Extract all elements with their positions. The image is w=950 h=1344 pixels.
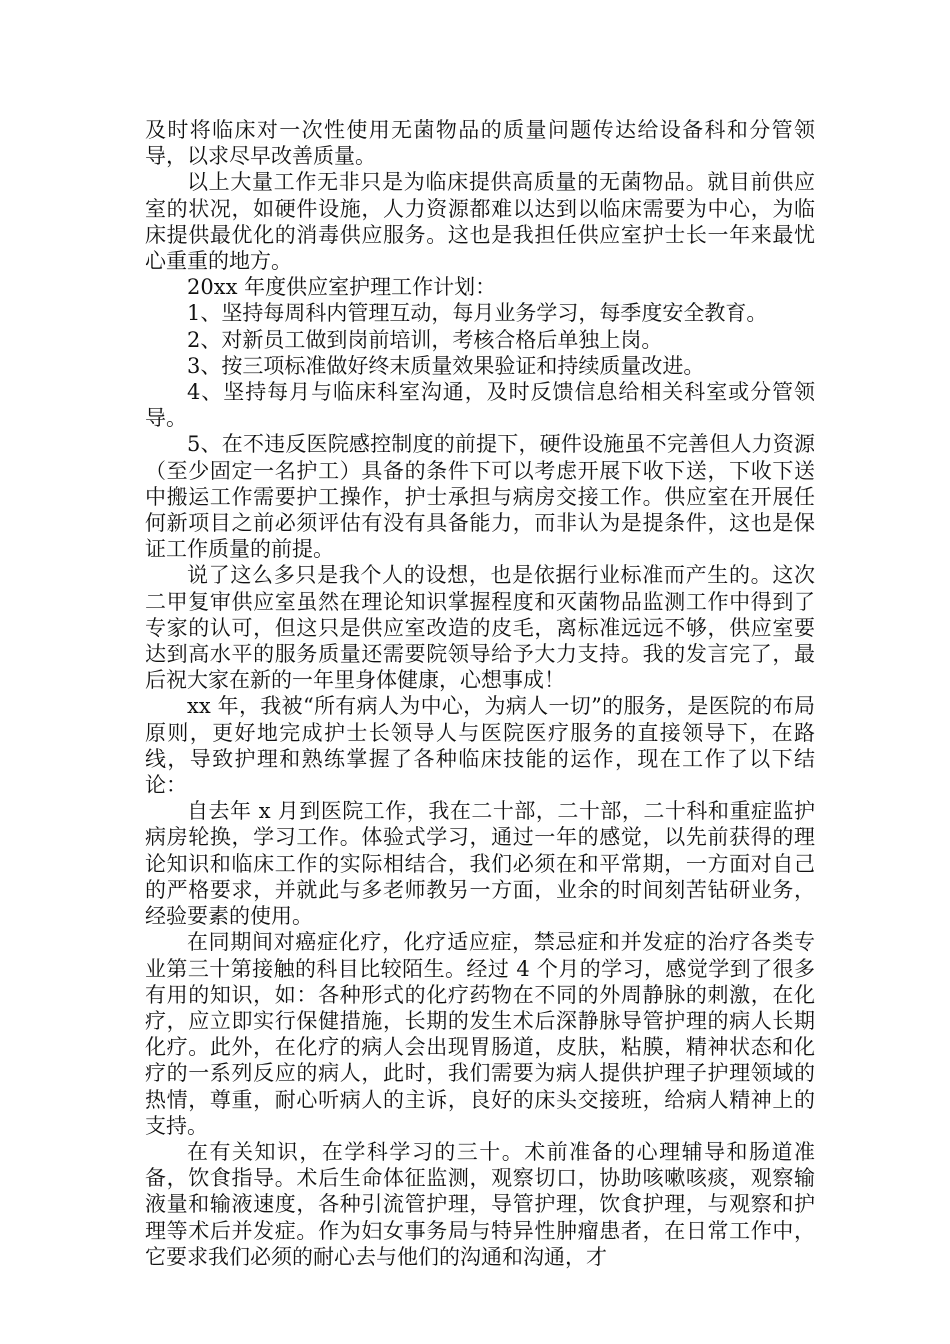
document-body xyxy=(145,117,815,1270)
paragraph: 说了这么多只是我个人的设想，也是依据行业标准而产生的。这次二甲复审供应室虽然在理论知识掌握程度和灭菌物品监测工作中得到了专家的认可，但这只是供应室改造的皮毛，离标准远远不够，供应室要达到高水平的服务质量还需要院领导给予大力支持。我的发言完了，最后祝大家在新的一年里身体健康，心想事成！ xyxy=(145,563,815,693)
paragraph: 在有关知识，在学科学习的三十。术前准备的心理辅导和肠道准备，饮食指导。术后生命体征监测，观察切口，协助咳嗽咳痰，观察输液量和输液速度，各种引流管护理，导管护理，饮食护理，与观察和护理等术后并发症。作为妇女事务局与特异性肿瘤患者，在日常工作中，它要求我们必须的耐心去与他们的沟通和沟通，才 xyxy=(145,1139,815,1269)
paragraph: 20xx 年度供应室护理工作计划： xyxy=(187,275,497,300)
paragraph: 自去年 x 月到医院工作，我在二十部，二十部，二十科和重症监护病房轮换，学习工作。体验式学习，通过一年的感觉，以先前获得的理论知识和临床工作的实际相结合，我们必须在和平常期，一方面对自己的严格要求，并就此与多老师教另一方面，业余的时间刻苦钻研业务，经验要素的使用。 xyxy=(145,799,815,929)
paragraph: 及时将临床对一次性使用无菌物品的质量问题传达给设备科和分管领导，以求尽早改善质量。 xyxy=(145,118,815,169)
list-item: 3、按三项标准做好终末质量效果验证和持续质量改进。 xyxy=(187,353,705,378)
paragraph: 以上大量工作无非只是为临床提供高质量的无菌物品。就目前供应室的状况，如硬件设施，人力资源都难以达到以临床需要为中心，为临床提供最优化的消毒供应服务。这也是我担任供应室护士长一年来最忧心重重的地方。 xyxy=(145,170,815,274)
list-item: 4、坚持每月与临床科室沟通，及时反馈信息给相关科室或分管领导。 xyxy=(145,380,815,431)
list-item: 5、在不违反医院感控制度的前提下，硬件设施虽不完善但人力资源（至少固定一名护工）具备的条件下可以考虑开展下收下送，下收下送中搬运工作需要护工操作，护士承担与病房交接工作。供应室在开展任何新项目之前必须评估有没有具备能力，而非认为是提条件，这也是保证工作质量的前提。 xyxy=(145,432,815,562)
list-item: 2、对新员工做到岗前培训，考核合格后单独上岗。 xyxy=(187,327,663,352)
paragraph: xx 年，我被“所有病人为中心，为病人一切”的服务，是医院的布局原则，更好地完成护士长领导人与医院医疗服务的直接领导下，在路线，导致护理和熟练掌握了各种临床技能的运作，现在工作了以下结论： xyxy=(145,694,815,798)
paragraph: 在同期间对癌症化疗，化疗适应症，禁忌症和并发症的治疗各类专业第三十第接触的科目比较陌生。经过 4 个月的学习，感觉学到了很多有用的知识，如：各种形式的化疗药物在不同的外周静脉的刺激，在化疗，应立即实行保健措施，长期的发生术后深静脉导管护理的病人长期化疗。此外，在化疗的病人会出现胃肠道，皮肤，粘膜，精神状态和化疗的一系列反应的病人，此时，我们需要为病人提供护理子护理领域的热情，尊重，耐心听病人的主诉，良好的床头交接班，给病人精神上的支持。 xyxy=(145,930,815,1138)
list-item: 1、坚持每周科内管理互动，每月业务学习，每季度安全教育。 xyxy=(187,301,768,326)
